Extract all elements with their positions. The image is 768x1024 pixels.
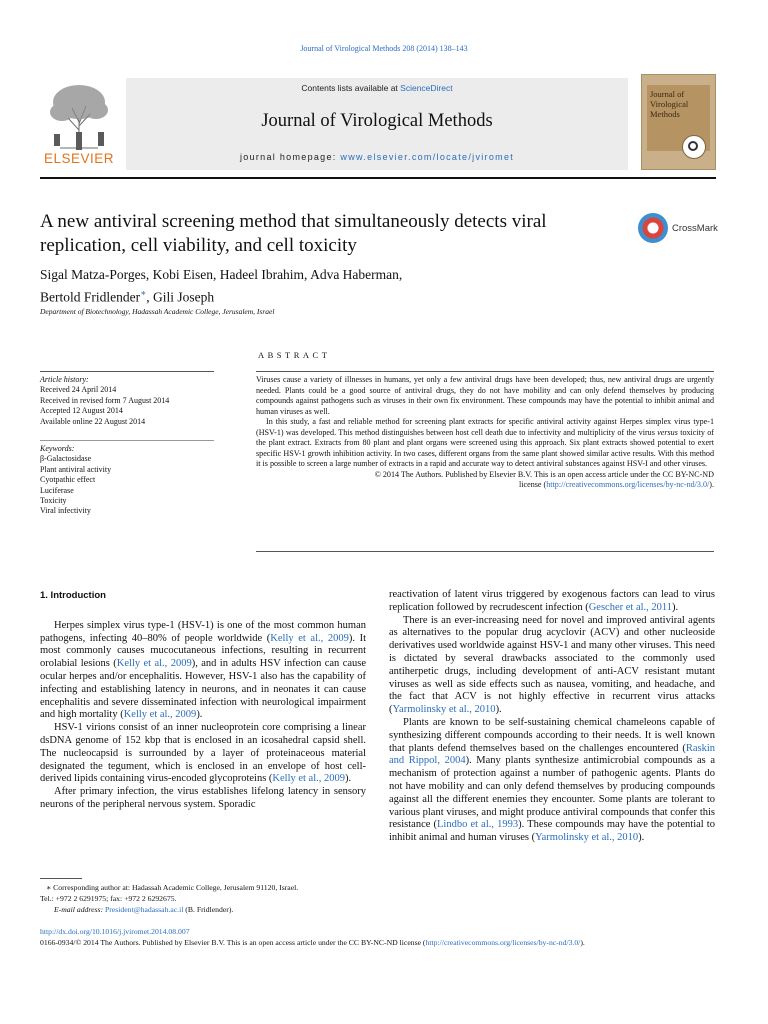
contents-line (126, 83, 628, 93)
section-heading: 1. Introduction (40, 590, 106, 601)
keyword-item: Viral infectivity (40, 506, 91, 516)
corresponding-author-marker[interactable]: ∗ (140, 288, 147, 298)
body-paragraph (389, 717, 715, 845)
cover-emblem-icon (682, 135, 706, 159)
article-info-rule (40, 371, 214, 372)
keyword-item: Plant antiviral activity (40, 464, 112, 474)
homepage-label: journal homepage: (239, 152, 341, 162)
cover-title-line: Journal of (650, 89, 685, 99)
body-column-left (40, 590, 366, 812)
citation-link[interactable]: Yarmolinsky et al., 2010 (392, 704, 496, 716)
doi-block (40, 926, 730, 949)
masthead (40, 74, 716, 174)
keywords (40, 444, 215, 517)
license-text: ). (580, 938, 585, 948)
body-paragraph: After primary infection, the virus establishes lifelong latency in sensory neurons of the peripheral nervous system. Sporadic (40, 786, 366, 810)
history-item: Available online 22 August 2014 (40, 416, 146, 426)
body-text: ). (672, 601, 679, 613)
sciencedirect-link[interactable]: ScienceDirect (400, 83, 453, 93)
body-text: Plants are known to be self-sustaining chemical chameleons capable of synthesizing different compounds according to their needs. It is well known that plants defend themselves based on the challenges encountered ( (389, 716, 715, 754)
article-history (40, 375, 215, 427)
abstract-copyright: © 2014 The Authors. Published by Elsevier B.V. This is an open access article under the CC BY-NC-ND (374, 469, 714, 479)
abstract-italic-run: versus (657, 427, 678, 437)
body-text: ). These compounds may have the potential to inhibit animal and human viruses ( (389, 819, 715, 844)
cover-title-line: Virological (650, 99, 689, 109)
history-heading: Article history: (40, 375, 89, 384)
keyword-item: Cyotpathic effect (40, 475, 96, 485)
body-paragraph (389, 615, 715, 717)
footnote-divider (40, 878, 82, 879)
footnote-line: Tel.: +972 2 6291975; fax: +972 2 6292675. (40, 894, 177, 904)
footnote-line (40, 904, 370, 915)
body-paragraph (40, 722, 366, 786)
footnote-text: (B. Fridlender). (183, 905, 234, 915)
affiliation: Department of Biotechnology, Hadassah Academic College, Jerusalem, Israel (40, 307, 275, 316)
abstract-text-run: In this study, a fast and reliable method for screening plant extracts for specific antiviral activity against Herpes simplex virus type-1 (HSV-1) was developed. This method distinguishes between host cell death due to infectivity and multiplicity of the virus (256, 417, 714, 437)
email-label: E-mail address: (54, 905, 105, 915)
crossmark-icon (638, 213, 668, 243)
body-text: ). (495, 704, 502, 716)
body-text: There is an ever-increasing need for novel and improved antiviral agents as alternatives to the popular drug acyclovir (ACV) and other nucleoside derivatives used worldwide against HSV-1 and many other viruses. This need is dictated by several drawbacks associated to the commonly used antiherpetic drugs, including development of anti-ACV resistant mutant viruses as well as side effects such as nausea, vomiting, and headache, and the fact that ACV is not highly effective in recurrent virus attacks ( (389, 614, 715, 716)
authors-line (40, 284, 640, 307)
doi-link[interactable]: http://dx.doi.org/10.1016/j.jviromet.2014.08.007 (40, 927, 190, 936)
body-text: ). (638, 832, 645, 844)
author-name: , Gili Joseph (146, 289, 215, 305)
body-text: Herpes simplex virus type-1 (HSV-1) is one of the most common human pathogens, infecting 40–80% of people worldwide ( (40, 619, 366, 644)
footnote-text: Corresponding author at: Hadassah Academic College, Jerusalem 91120, Israel. (51, 883, 299, 892)
corresponding-author-footnote (40, 882, 370, 916)
history-item: Accepted 12 August 2014 (40, 406, 123, 416)
abstract-body (256, 375, 714, 491)
cover-title-line: Methods (650, 109, 680, 119)
abstract-heading: ABSTRACT (258, 350, 331, 360)
crossmark-label: CrossMark (672, 223, 718, 234)
body-text: reactivation of latent virus triggered by exogenous factors can lead to virus replication followed by recrudescent infection ( (389, 589, 715, 613)
keywords-heading: Keywords: (40, 444, 75, 453)
cover-title (650, 89, 688, 119)
abstract-bottom-rule (256, 551, 714, 552)
body-text: ). (196, 709, 203, 721)
citation-link[interactable]: Kelly et al., 2009 (272, 773, 346, 785)
contents-prefix: Contents lists available at (301, 83, 401, 93)
keyword-item: β-Galactosidase (40, 454, 92, 464)
body-text: ). It most commonly causes mucocutaneous infections, resulting in recurrent orolabial lesions ( (40, 632, 367, 670)
license-text: 0166-0934/© 2014 The Authors. Published by Elsevier B.V. This is an open access article under the CC BY-NC-ND license ( (40, 938, 426, 948)
citation-link[interactable]: Yarmolinsky et al., 2010 (535, 832, 639, 844)
journal-homepage-line (126, 152, 628, 162)
license-link[interactable]: http://creativecommons.org/licenses/by-nc-nd/3.0/ (546, 480, 710, 489)
article-title: A new antiviral screening method that simultaneously detects viral replication, cell viability, and cell toxicity (40, 211, 547, 256)
keywords-rule (40, 440, 214, 441)
footnote-star: ∗ (46, 883, 52, 892)
masthead-divider (40, 177, 716, 179)
authors-line: Sigal Matza-Porges, Kobi Eisen, Hadeel Ibrahim, Adva Haberman, (40, 267, 403, 282)
body-text: ). Many plants synthesize antimicrobial compounds as a mechanism of protection against a number of pathogenic agents. Plants do not have mobility and can only defend themselves by producing compounds against all the different enemies they encounter. Some plants are tolerant to various plant viruses, and might produce antiviral compounds that confer this resistance ( (389, 755, 715, 831)
journal-citation[interactable]: Journal of Virological Methods 208 (2014) 138–143 (300, 44, 468, 53)
body-paragraph (40, 620, 366, 722)
email-link[interactable]: President@hadassah.ac.il (104, 905, 184, 915)
homepage-link[interactable]: www.elsevier.com/locate/jviromet (340, 152, 515, 162)
abstract-text-run: toxicity of the plant extract. Extracts from 80 plant and plant organs were screened using this approach. Six plant extracts showed potential to exert specific HSV-1 growth inhibition activity. In two cases, different organs from the same plant showed similar active results. With this method it is possible to screen a large number of extracts in a rapid and accurate way to detect antiviral substances against HSV-I and other viruses. (256, 427, 714, 468)
author-list (40, 266, 640, 307)
history-item: Received 24 April 2014 (40, 385, 117, 395)
abstract-license (256, 480, 714, 491)
abstract-paragraph: Viruses cause a variety of illnesses in humans, yet only a few antiviral drugs have been developed; thus, new antiviral drugs are urgently needed. Plants could be a good source of antiviral drugs, they do not have mobility and can only defend themselves by producing compounds against pathogens such as viruses in their own fix environment. These compounds may have the potential to inhibit animal and human viruses as well. (256, 375, 714, 416)
license-text: license ( (519, 480, 547, 489)
body-paragraph (389, 589, 715, 615)
journal-title-box (126, 78, 628, 170)
citation-link[interactable]: Lindbo et al., 1993 (437, 819, 519, 831)
citation-link[interactable]: Raskin and Rippol, 2004 (389, 742, 715, 767)
body-text: ), and in adults HSV infection can cause ocular herpes and/or encephalitis. However, HSV-1 also has the capability of infecting and establishing latency in neurons, and in neonates it can cause encephalitis and severe disseminated infection with neurological impairment and high mortality ( (40, 658, 367, 721)
body-text: ). (345, 773, 352, 785)
license-link[interactable]: http://creativecommons.org/licenses/by-nc-nd/3.0/ (425, 938, 581, 948)
license-line (40, 937, 730, 948)
history-item: Received in revised form 7 August 2014 (40, 395, 170, 405)
keyword-item: Luciferase (40, 485, 74, 495)
crossmark-badge[interactable] (638, 213, 738, 245)
journal-cover-thumbnail[interactable] (641, 74, 716, 170)
citation-link[interactable]: Kelly et al., 2009 (123, 709, 197, 721)
author-name: Bertold Fridlender (40, 289, 141, 305)
citation-link[interactable]: Kelly et al., 2009 (116, 658, 192, 670)
abstract-paragraph (256, 417, 714, 470)
publisher-name: ELSEVIER (43, 151, 115, 166)
journal-title: Journal of Virological Methods (261, 111, 493, 131)
body-text: HSV-1 virions consist of an inner nucleoprotein core comprising a linear dsDNA genome of 152 kbp that is enclosed in an icosahedral capsid shell. The nucleocapsid is surrounded by a layer of proteinaceous material designated the tegument, which is enclosed in an envelope of host cell-derived lipids containing virus-encoded glycoproteins ( (40, 722, 366, 785)
license-text: ). (709, 480, 714, 489)
abstract-rule (256, 371, 714, 372)
keyword-item: Toxicity (40, 496, 67, 506)
citation-link[interactable]: Gescher et al., 2011 (588, 601, 673, 613)
body-column-right (389, 589, 715, 845)
citation-link[interactable]: Kelly et al., 2009 (270, 632, 349, 644)
footnote-line (40, 882, 370, 893)
